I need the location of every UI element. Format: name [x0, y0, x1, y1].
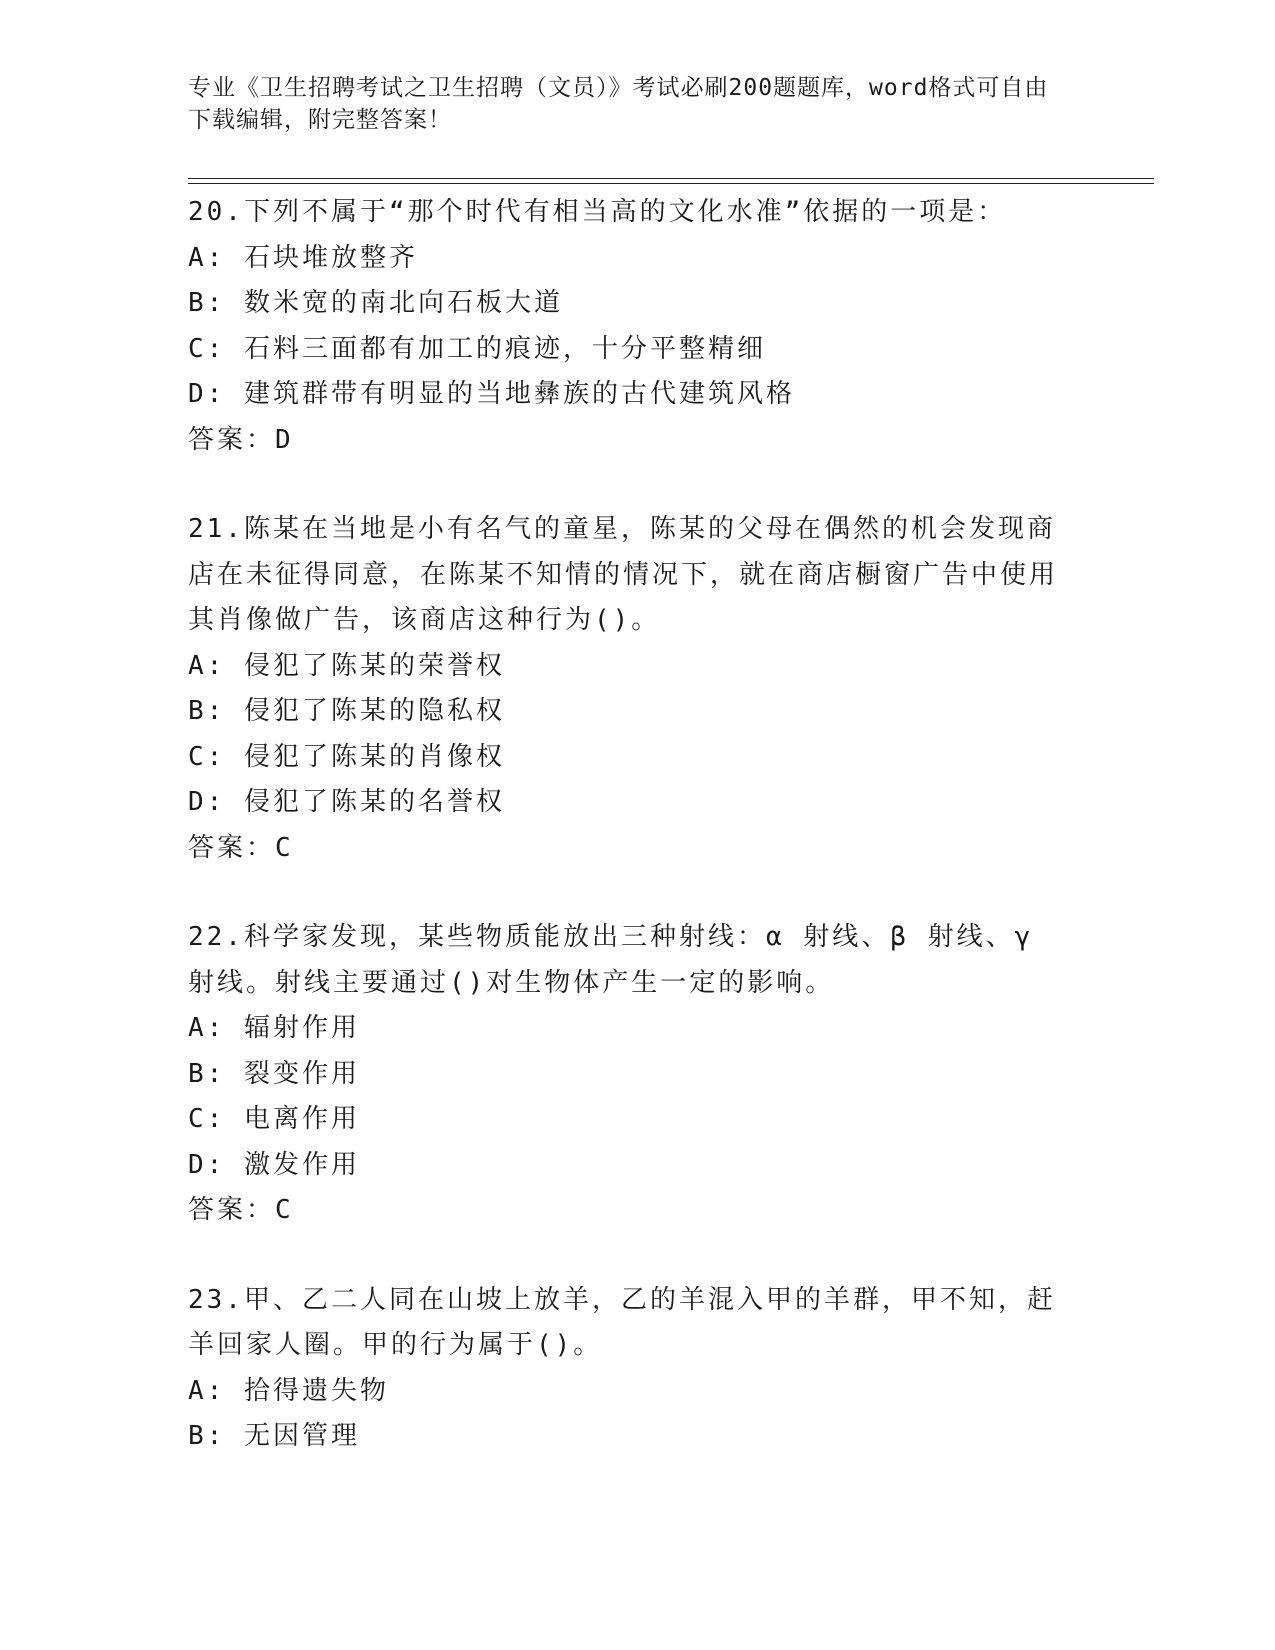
option-c: C: 石料三面都有加工的痕迹，十分平整精细: [188, 333, 766, 364]
header-divider-top: [188, 178, 1154, 179]
header-divider-bottom: [188, 183, 1154, 184]
option-d: D: 激发作用: [188, 1149, 360, 1180]
question-22: [188, 915, 1088, 1234]
option-d: D: 侵犯了陈某的名誉权: [188, 787, 505, 817]
question-stem: 22.科学家发现，某些物质能放出三种射线：α 射线、β 射线、γ 射线。射线主要通过()对生物体产生一定的影响。: [188, 922, 1034, 998]
answer-label: 答案：C: [188, 1195, 294, 1225]
option-d: D: 建筑群带有明显的当地彝族的古代建筑风格: [188, 379, 795, 409]
question-list: [188, 190, 1088, 1504]
option-b: B: 无因管理: [188, 1421, 360, 1451]
option-a: A: 侵犯了陈某的荣誉权: [188, 650, 505, 681]
option-c: C: 电离作用: [188, 1104, 360, 1134]
option-a: A: 石块堆放整齐: [188, 242, 418, 273]
header-text: 专业《卫生招聘考试之卫生招聘（文员）》考试必刷200题题库，word格式可自由下载编辑，附完整答案！: [188, 75, 1049, 133]
option-c: C: 侵犯了陈某的肖像权: [188, 741, 505, 772]
question-stem: 21.陈某在当地是小有名气的童星，陈某的父母在偶然的机会发现商店在未征得同意，在陈某不知情的情况下，就在商店橱窗广告中使用其肖像做广告，该商店这种行为()。: [188, 514, 1059, 635]
document-header: [188, 72, 1068, 136]
option-b: B: 数米宽的南北向石板大道: [188, 288, 563, 318]
option-a: A: 辐射作用: [188, 1013, 360, 1043]
option-b: B: 侵犯了陈某的隐私权: [188, 696, 505, 726]
option-b: B: 裂变作用: [188, 1058, 360, 1089]
answer-label: 答案：C: [188, 832, 294, 863]
question-20: [188, 190, 1088, 463]
question-21: [188, 507, 1088, 871]
answer-label: 答案：D: [188, 424, 294, 455]
option-a: A: 拾得遗失物: [188, 1375, 389, 1406]
question-stem: 20.下列不属于“那个时代有相当高的文化水准”依据的一项是：: [188, 197, 1007, 227]
question-stem: 23.甲、乙二人同在山坡上放羊，乙的羊混入甲的羊群，甲不知，赶羊回家人圈。甲的行为属于()。: [188, 1284, 1056, 1360]
question-23: [188, 1278, 1088, 1460]
